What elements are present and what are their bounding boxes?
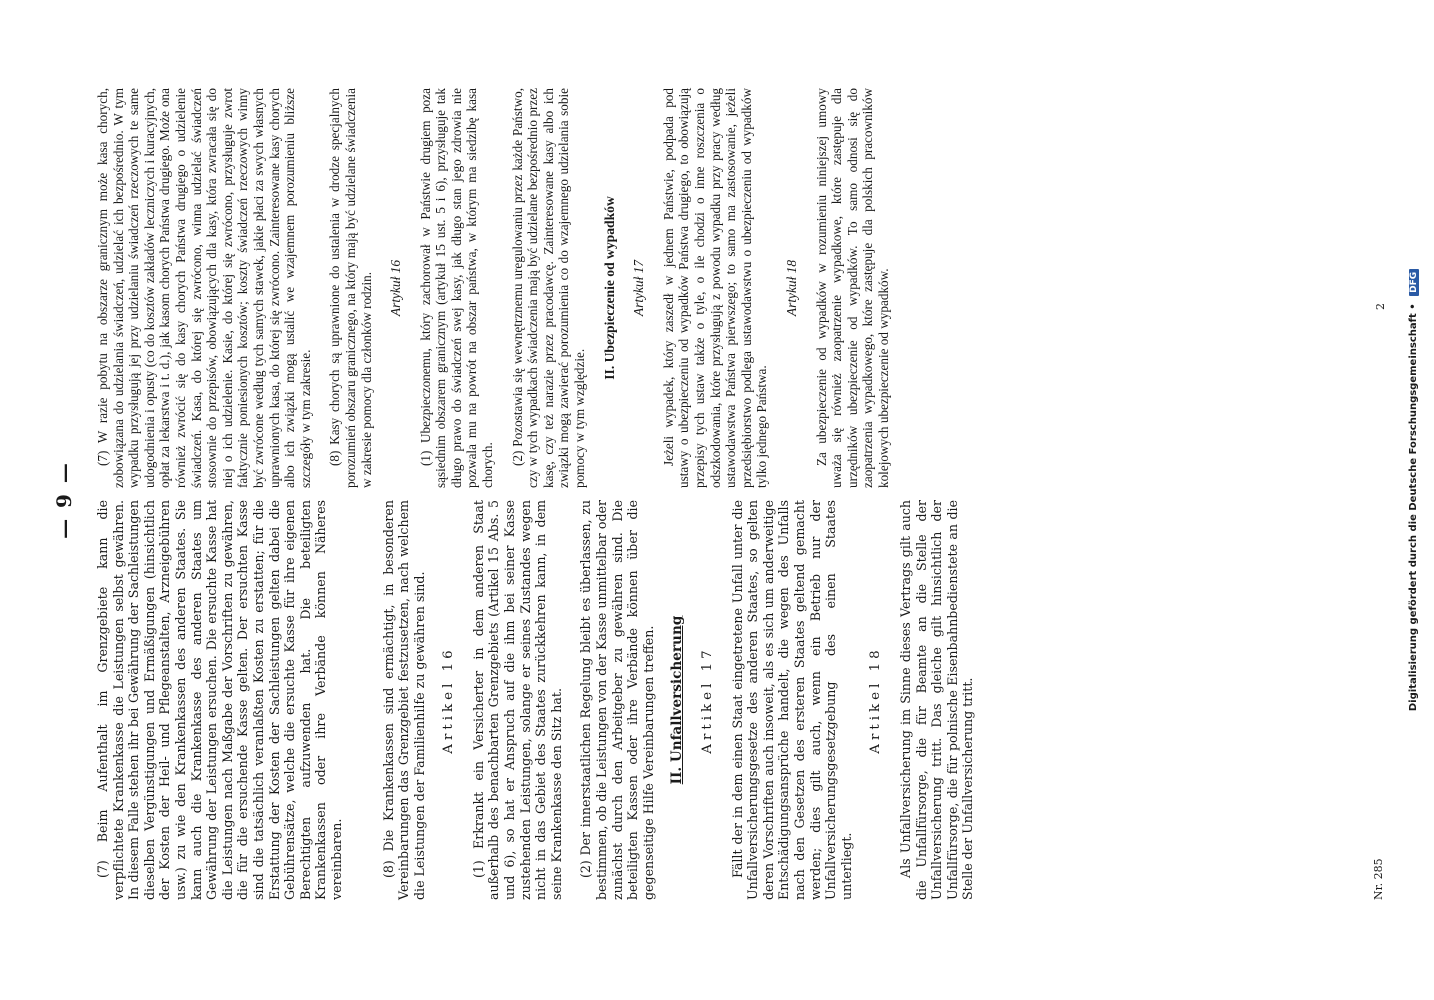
- dfg-logo: DFG: [1409, 269, 1419, 296]
- article-17-paragraph: Jeżeli wypadek, który zaszedł w jednem Państwie, podpada pod ustawy o ubezpieczeniu od wypadków Państwa drugiego, to obowiązują przepisy tych ustaw także o tyle, o ile chodzi o inne roszczenia o odszkodowania, które przysługują z powodu wypadku przy pracy według ustawodawstwa Państwa pierwszego; to samo ma zastosowanie, jeżeli przedsiębiorstwo podlega ustawodawstwu o ubezpieczeniu od wypadków tylko jednego Państwa.: [660, 88, 770, 488]
- article-heading: Artykuł 18: [783, 259, 799, 317]
- polish-column: [95, 88, 1375, 488]
- article-16-paragraph-1: (1) Ubezpieczonemu, który zachorował w Państwie drugiem poza sąsiednim obszarem granicznym (artykuł 15 ust. 5 i 6), przysługuje tak długo prawo do świadczeń swej kasy, jak długo stan jego zdrowia nie pozwala mu na powrót na obszar państwa, w którym ma siedzibę kasa chorych.: [417, 88, 496, 488]
- article-heading: Artykuł 16: [388, 259, 404, 317]
- article-16-paragraph-2: (2) Pozostawia się wewnętrznemu uregulowaniu przez każde Państwo, czy w tych wypadkach świadczenia mają być udzielane bezpośrednio przez kasę, czy też narazie przez pracodawcę. Zainteresowane kasy albo ich związki mogą zawierać porozumienia co do wzajemnego udzielania sobie pomocy w tym względzie.: [509, 88, 588, 488]
- article-18-paragraph: Als Unfallversicherung im Sinne dieses Vertrags gilt auch die Unfallfürsorge, die für Beamte an die Stelle der Unfallversicherung tritt. Das gleiche gilt hinsichtlich der Unfallfürsorge, die für polnische Eisenbahnbedienstete an die Stelle der Unfallversicherung tritt.: [897, 500, 976, 900]
- article-17-paragraph: Fällt der in dem einen Staat eingetretene Unfall unter die Unfallversicherungsgesetze des anderen Staates, so gelten deren Vorschriften auch insoweit, als es sich um anderweitige Entschädigungsansprüche handelt, die wegen des Unfalls nach den Gesetzen des ersteren Staates geltend gemacht werden; dies gilt auch, wenn ein Betrieb nur der Unfallversicherungsgesetzgebung des einen Staates unterliegt.: [729, 500, 854, 900]
- section-heading: II. Unfallversicherung: [669, 615, 686, 785]
- sheet-signature: 2: [1374, 303, 1387, 310]
- paragraph-7: (7) Beim Aufenthalt im Grenzgebiete kann die verpflichtete Krankenkasse die Leistungen selbst gewähren. In diesem Falle stehen ihr bei Gewährung der Sachleistungen dieselben Vergünstigungen und Ermäßigungen (hinsichtlich der Kosten der Heil- und Pflegeanstalten, Arzneigebühren usw.) zu wie den Krankenkassen des anderen Staates. Sie kann auch die Krankenkasse des anderen Staates um Gewährung der Leistungen ersuchen. Die ersuchte Kasse hat die Leistungen nach Maßgabe der Vorschriften zu gewähren, die für die ersuchende Kasse gelten. Der ersuchten Kasse sind die tatsächlich veranlaßten Kosten zu erstatten; für die Erstattung der Kosten der Sachleistungen gelten dabei die Gebührensätze, welche die ersuchte Kasse für ihre eigenen Berechtigten aufzuwenden hat. Die beteiligten Krankenkassen oder ihre Verbände können Näheres vereinbaren.: [95, 500, 344, 900]
- paragraph-7: (7) W razie pobytu na obszarze granicznym może kasa chorych, zobowiązana do udzielania świadczeń, udzielać ich bezpośrednio. W tym wypadku przysługują jej przy udzielaniu świadczeń rzeczowych te same udogodnienia i opusty (co do kosztów zakładów leczniczych i kuracyjnych, opłat za lekarstwa i t. d.), jak kasom chorych Państwa drugiego. Może ona również zwrócić się do kasy chorych Państwa drugiego o udzielenie świadczeń. Kasa, do której się zwrócono, winna udzielać świadczeń stosownie do przepisów, obowiązujących dla kasy, która zwracała się do niej o ich udzielenie. Kasie, do której się zwrócono, przysługuje zwrot faktycznie poniesionych kosztów; koszty świadczeń rzeczowych winny być zwrócone według tych samych stawek, jakie płaci za swych własnych uprawnionych kasa, do której się zwrócono. Zainteresowane kasy chorych albo ich związki mogą ustalić we wzajemnem porozumieniu bliższe szczegóły w tym zakresie.: [95, 88, 313, 488]
- article-18-paragraph: Za ubezpieczenie od wypadków w rozumieniu niniejszej umowy uważa się również zaopatrzenie wypadkowe, które zastępuje dla urzędników ubezpieczenie od wypadków. To samo odnosi się do zaopatrzenia wypadkowego, które zastępuje dla polskich pracowników kolejowych ubezpieczenie od wypadków.: [813, 88, 891, 488]
- article-16-paragraph-2: (2) Der innerstaatlichen Regelung bleibt es überlassen, zu bestimmen, ob die Leistungen von der Kasse unmittelbar oder zunächst durch den Arbeitgeber zu gewähren sind. Die beteiligten Kassen oder ihre Verbände können über die gegenseitige Hilfe Vereinbarungen treffen.: [578, 500, 656, 900]
- article-heading: Artikel 18: [868, 646, 884, 754]
- article-heading: Artykuł 17: [631, 259, 647, 317]
- funding-text: Digitalisierung gefördert durch die Deutsche Forschungsgemeinschaft •: [1408, 303, 1419, 712]
- article-16-paragraph-1: (1) Erkrankt ein Versicherter in dem anderen Staat außerhalb des benachbarten Grenzgebiets (Artikel 15 Abs. 5 und 6), so hat er Anspruch auf die ihm bei seiner Kasse zustehenden Leistungen, solange er seines Zustandes wegen nicht in das Gebiet des Staates zurückkehren kann, in dem seine Krankenkasse den Sitz hat.: [470, 500, 564, 900]
- article-heading: Artikel 17: [700, 646, 715, 754]
- page-number: — 9 —: [52, 461, 76, 539]
- footer-number: Nr. 285: [1372, 858, 1385, 900]
- german-column: [95, 500, 1375, 900]
- article-heading: Artikel 16: [441, 646, 457, 754]
- paragraph-8: (8) Die Krankenkassen sind ermächtigt, in besonderen Vereinbarungen das Grenzgebiet festzusetzen, nach welchem die Leistungen der Familienhilfe zu gewähren sind.: [380, 500, 427, 900]
- section-heading: II. Ubezpieczenie od wypadków: [601, 196, 617, 380]
- paragraph-8: (8) Kasy chorych są uprawnione do ustalenia w drodze specjalnych porozumień obszaru granicznego, na który mają być udzielane świadczenia w zakresie pomocy dla członków rodzin.: [327, 88, 374, 488]
- funding-note: [1408, 60, 1419, 920]
